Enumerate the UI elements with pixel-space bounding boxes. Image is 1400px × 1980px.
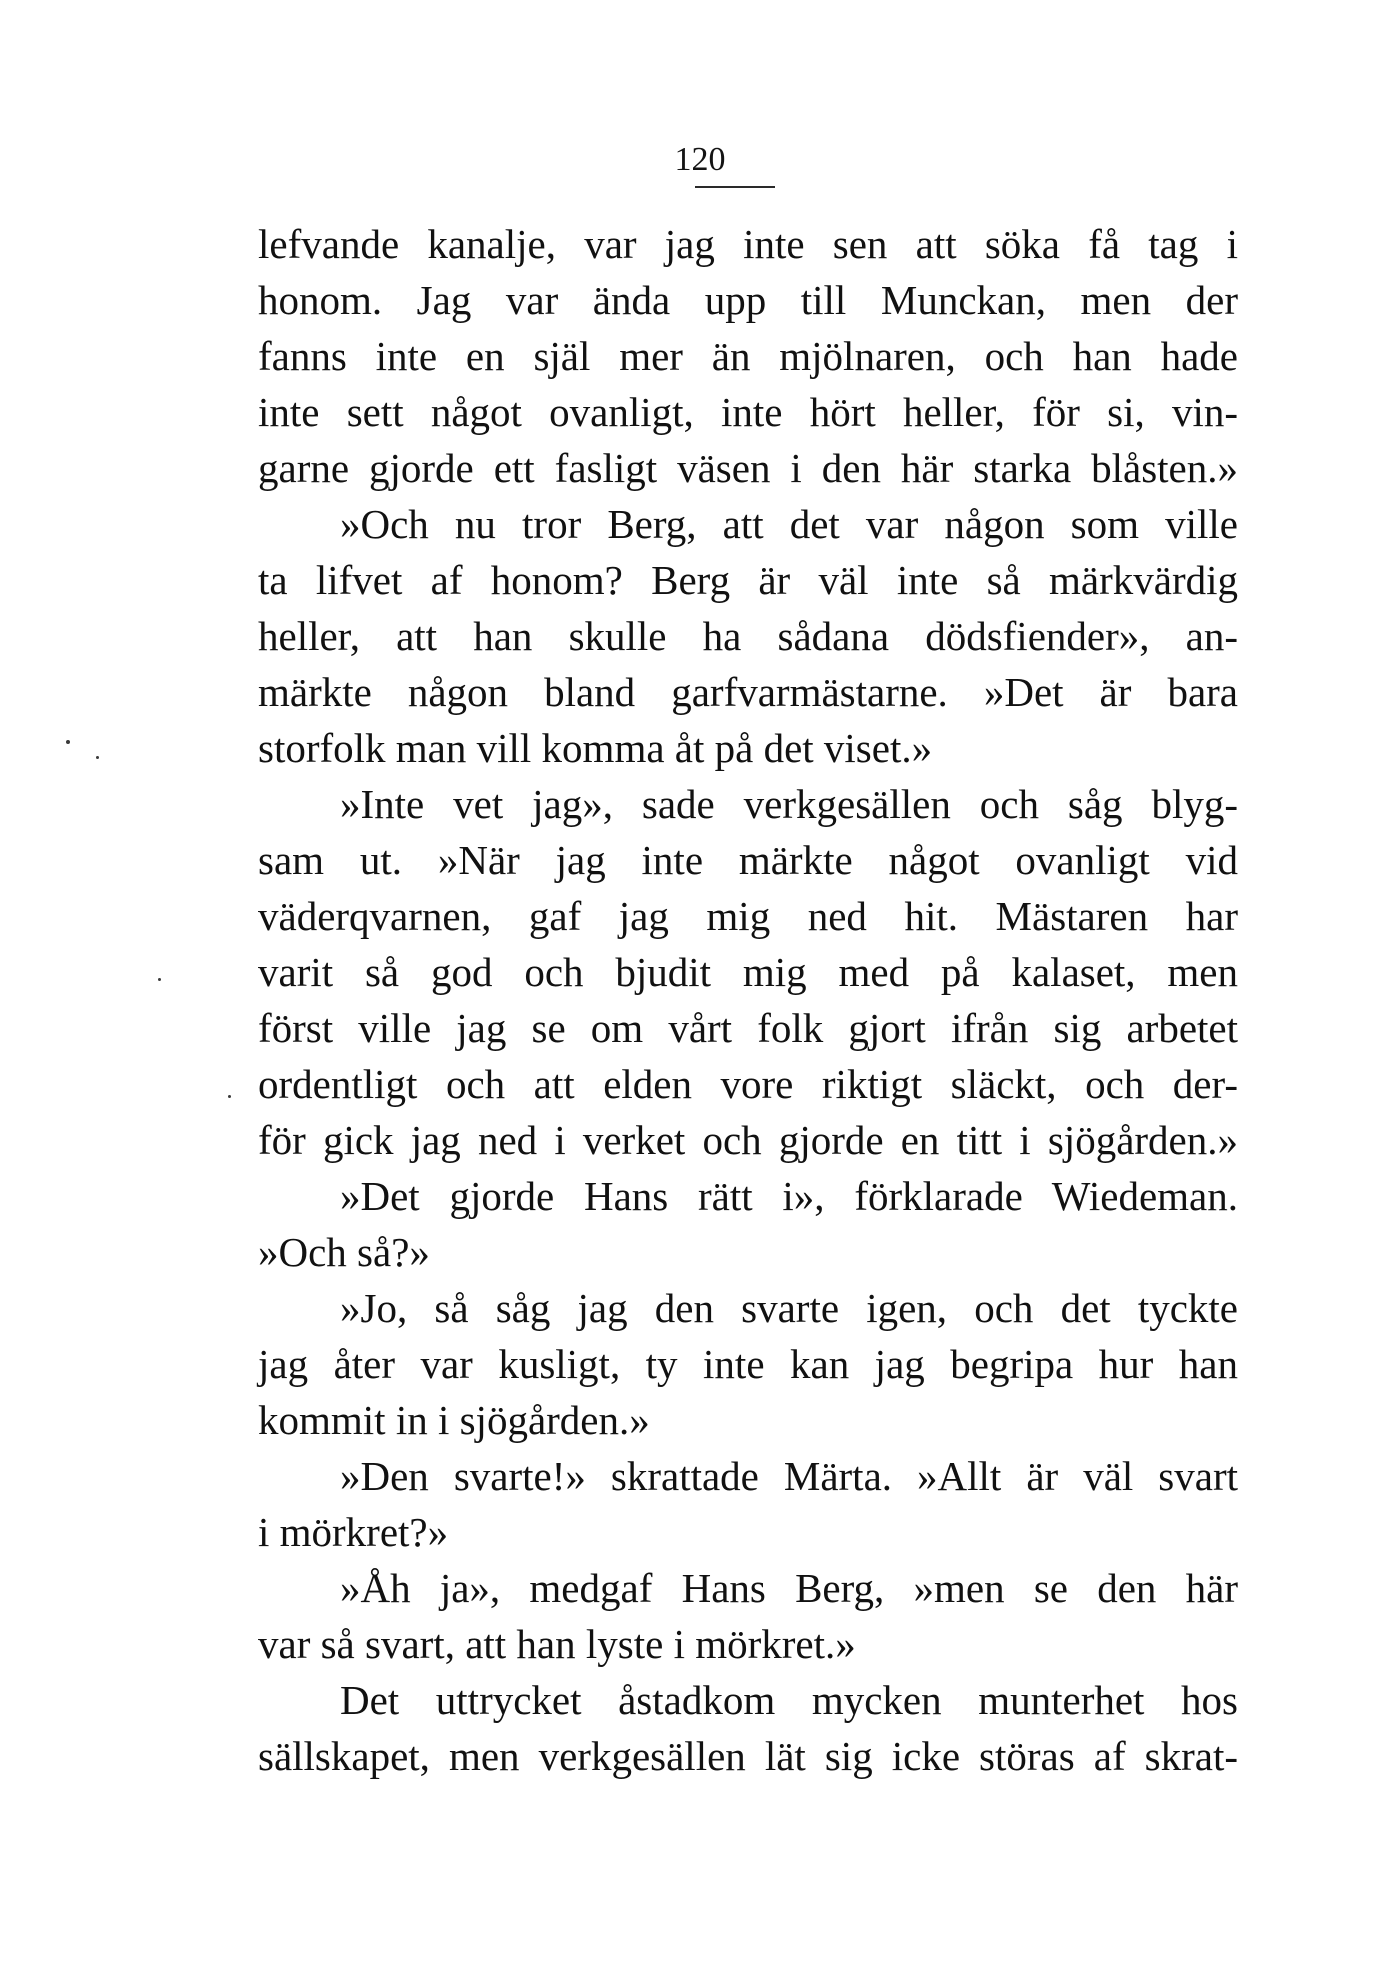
margin-speck — [96, 756, 99, 759]
text-line: märkte någon bland garfvarmästarne. »Det är bara — [258, 669, 1238, 715]
text-line: »Jo, så såg jag den svarte igen, och det tyckte — [340, 1285, 1238, 1331]
text-line: ordentligt och att elden vore riktigt släckt, och der- — [258, 1061, 1238, 1107]
text-line: ta lifvet af honom? Berg är väl inte så märkvärdig — [258, 557, 1238, 603]
page-number-underline — [695, 186, 775, 188]
body-text — [258, 216, 1238, 1784]
text-line: honom. Jag var ända upp till Munckan, men der — [258, 277, 1238, 323]
text-line: »Det gjorde Hans rätt i», förklarade Wiedeman. — [340, 1173, 1238, 1219]
text-line: väderqvarnen, gaf jag mig ned hit. Mästaren har — [258, 893, 1238, 939]
text-line: »Åh ja», medgaf Hans Berg, »men se den här — [340, 1565, 1238, 1611]
margin-speck — [66, 740, 70, 744]
text-line: »Och nu tror Berg, att det var någon som ville — [340, 501, 1238, 547]
page-number: 120 — [674, 141, 726, 178]
text-line: för gick jag ned i verket och gjorde en titt i sjögården.» — [258, 1117, 1238, 1163]
text-line: »Den svarte!» skrattade Märta. »Allt är väl svart — [340, 1453, 1238, 1499]
margin-speck — [228, 1095, 231, 1098]
text-line: först ville jag se om vårt folk gjort ifrån sig arbetet — [258, 1005, 1238, 1051]
text-line: varit så god och bjudit mig med på kalaset, men — [258, 949, 1238, 995]
text-line: sam ut. »När jag inte märkte något ovanligt vid — [258, 837, 1238, 883]
text-line: jag åter var kusligt, ty inte kan jag begripa hur han — [258, 1341, 1238, 1387]
text-line: sällskapet, men verkgesällen lät sig icke störas af skrat- — [258, 1733, 1238, 1779]
text-line: heller, att han skulle ha sådana dödsfiender», an- — [258, 613, 1238, 659]
text-line: lefvande kanalje, var jag inte sen att söka få tag i — [258, 221, 1238, 267]
text-line: i mörkret?» — [258, 1509, 449, 1555]
margin-speck — [158, 978, 161, 981]
text-line: storfolk man vill komma åt på det viset.» — [258, 725, 933, 771]
text-line: »Och så?» — [258, 1229, 430, 1275]
text-line: garne gjorde ett fasligt väsen i den här starka blåsten.» — [258, 445, 1238, 491]
text-line: inte sett något ovanligt, inte hört heller, för si, vin- — [258, 389, 1238, 435]
text-line: kommit in i sjögården.» — [258, 1397, 650, 1443]
text-line: fanns inte en själ mer än mjölnaren, och han hade — [258, 333, 1238, 379]
text-line: »Inte vet jag», sade verkgesällen och såg blyg- — [340, 781, 1238, 827]
text-line: var så svart, att han lyste i mörkret.» — [258, 1621, 856, 1667]
text-line: Det uttrycket åstadkom mycken munterhet hos — [340, 1677, 1238, 1723]
